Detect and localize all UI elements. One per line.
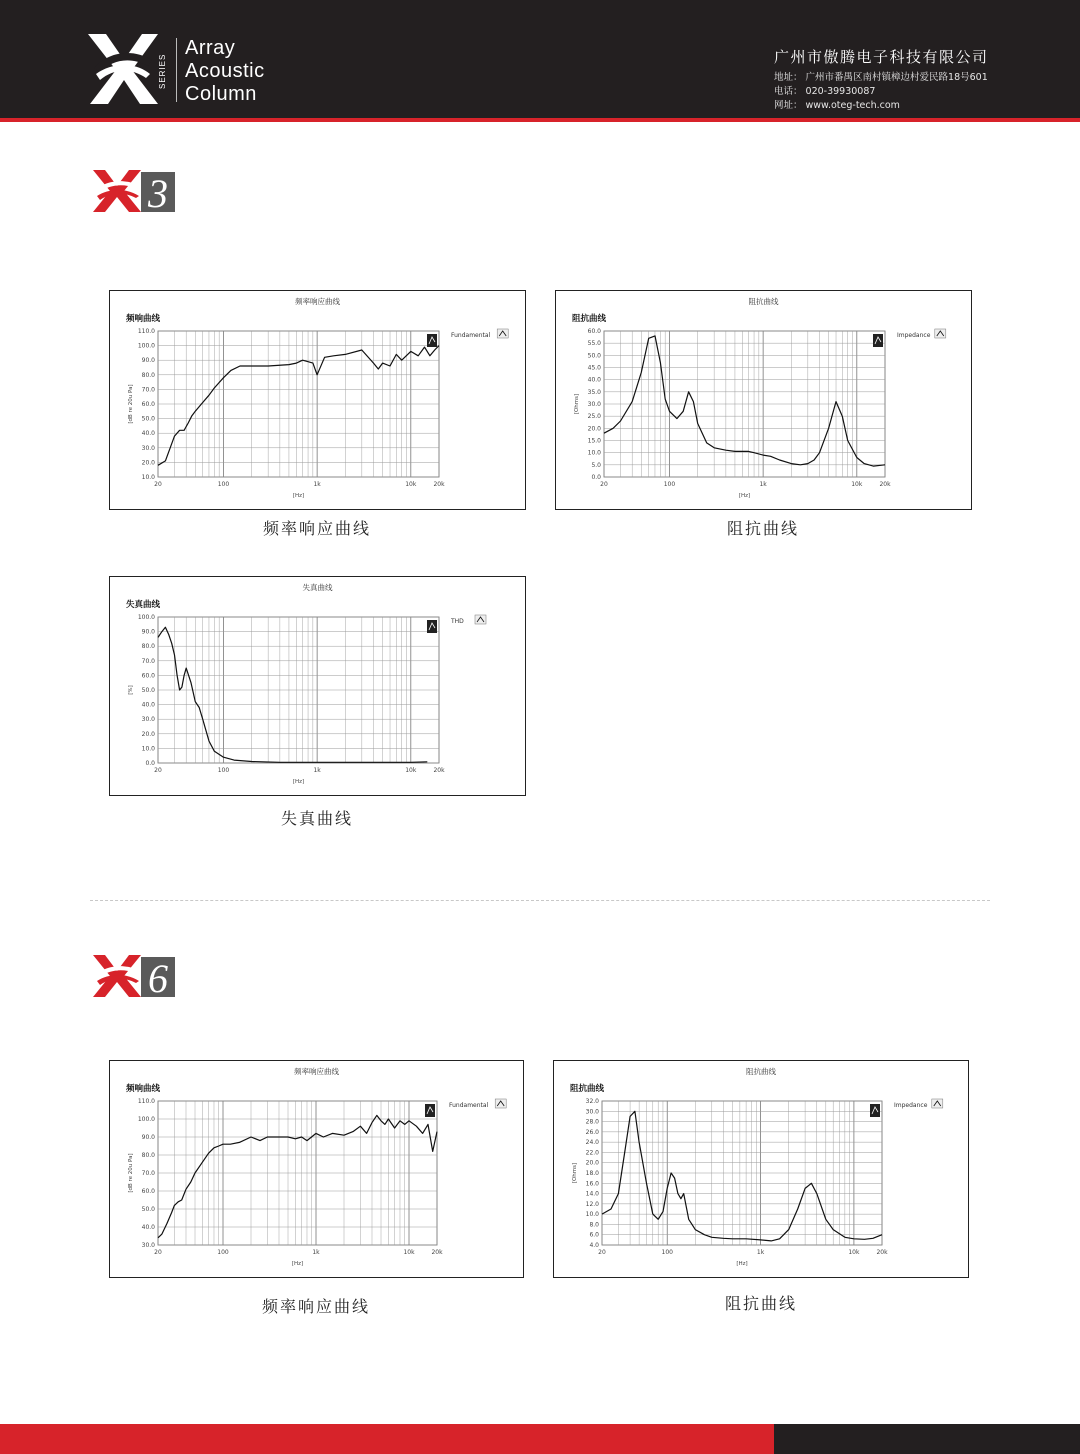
y-tick-label: 40.0 <box>587 376 601 384</box>
brand-separator <box>176 38 177 102</box>
chart-subtitle: 阻抗曲线 <box>572 314 607 324</box>
section-divider <box>90 900 990 901</box>
y-tick-label: 35.0 <box>587 388 601 396</box>
chart-title: 阻抗曲线 <box>748 297 779 306</box>
y-tick-label: 22.0 <box>585 1149 599 1157</box>
x-tick-label: 20k <box>876 1249 888 1256</box>
y-tick-label: 80.0 <box>141 1152 155 1159</box>
y-tick-label: 6.0 <box>589 1231 599 1239</box>
legend-plot-icon-bg <box>873 334 883 347</box>
x-tick-label: 20 <box>154 481 162 488</box>
model-digit-x3: 3 <box>148 171 168 212</box>
y-tick-label: 50.0 <box>141 1206 155 1213</box>
x-tick-label: 20 <box>598 1249 606 1256</box>
chart-subtitle: 频响曲线 <box>126 1084 161 1094</box>
x3-freq-response-chart <box>110 291 525 509</box>
x-tick-label: 100 <box>663 481 676 488</box>
legend-plot-icon <box>427 620 437 633</box>
y-tick-label: 30.0 <box>141 1242 155 1249</box>
legend-plot-icon <box>873 334 883 347</box>
y-tick-label: 0.0 <box>145 760 155 767</box>
y-tick-label: 30.0 <box>585 1108 599 1116</box>
brand-series-label: SERIES <box>158 53 167 89</box>
x-tick-label: 100 <box>661 1249 673 1256</box>
x6-impedance-chart <box>554 1061 968 1277</box>
legend-plot-icon-bg <box>427 334 437 347</box>
legend-label: Fundamental <box>451 332 491 339</box>
header-bar <box>0 0 1080 118</box>
y-tick-label: 40.0 <box>141 1224 155 1231</box>
chart-subtitle: 频响曲线 <box>126 314 161 324</box>
y-tick-label: 25.0 <box>587 413 601 421</box>
x-tick-label: 20 <box>154 767 162 774</box>
x-tick-label: 20k <box>433 481 445 488</box>
x3-distortion-chart <box>110 577 525 795</box>
brand-line-1: Array <box>185 37 236 59</box>
x-axis-label: [Hz] <box>738 493 751 499</box>
y-tick-label: 10.0 <box>141 474 155 481</box>
x-axis-label: [Hz] <box>292 493 305 499</box>
chart-subtitle: 阻抗曲线 <box>570 1084 605 1094</box>
y-tick-label: 8.0 <box>589 1221 599 1229</box>
y-tick-label: 110.0 <box>137 1098 155 1105</box>
x-axis-label: [Hz] <box>292 779 305 785</box>
y-tick-label: 90.0 <box>141 628 155 636</box>
company-website: 网址： www.oteg-tech.com <box>774 100 900 111</box>
y-tick-label: 0.0 <box>591 474 601 481</box>
y-axis-label: [Ohms] <box>574 393 580 415</box>
x3-freq-response-panel <box>109 290 526 510</box>
x-axis-label: [Hz] <box>291 1261 304 1267</box>
x-tick-label: 20k <box>433 767 445 774</box>
x6-impedance-panel <box>553 1060 969 1278</box>
chart-title: 频率响应曲线 <box>294 1067 339 1076</box>
chart-subtitle: 失真曲线 <box>126 600 161 610</box>
y-tick-label: 70.0 <box>141 1170 155 1177</box>
y-tick-label: 20.0 <box>141 459 155 467</box>
x-tick-label: 10k <box>405 481 417 488</box>
x-series-logo <box>88 34 160 104</box>
y-axis-label: [dB re 20u Pa] <box>128 384 134 424</box>
x-tick-label: 20 <box>600 481 608 488</box>
y-tick-label: 50.0 <box>141 687 155 694</box>
legend-label: Impedance <box>894 1102 928 1109</box>
x3-freq-caption: 频率响应曲线 <box>262 519 371 538</box>
y-tick-label: 12.0 <box>585 1200 599 1208</box>
y-tick-label: 10.0 <box>141 745 155 753</box>
x-tick-label: 10k <box>848 1249 860 1256</box>
y-tick-label: 14.0 <box>585 1190 599 1198</box>
y-tick-label: 50.0 <box>141 415 155 423</box>
y-tick-label: 15.0 <box>587 437 601 445</box>
y-tick-label: 70.0 <box>141 386 155 394</box>
y-tick-label: 80.0 <box>141 643 155 651</box>
x-tick-label: 20k <box>431 1249 443 1256</box>
header-accent-line <box>0 118 1080 122</box>
legend-label: THD <box>451 618 464 625</box>
y-tick-label: 45.0 <box>587 364 601 372</box>
model-badge-x3 <box>93 170 179 212</box>
legend-plot-icon <box>427 334 437 347</box>
y-tick-label: 16.0 <box>585 1180 599 1188</box>
x-tick-label: 1k <box>759 481 767 488</box>
y-tick-label: 60.0 <box>141 1188 155 1195</box>
y-axis-label: [dB re 20u Pa] <box>128 1153 134 1193</box>
x-tick-label: 20 <box>154 1249 162 1256</box>
x6-freq-response-chart <box>110 1061 523 1277</box>
y-tick-label: 20.0 <box>587 425 601 433</box>
y-tick-label: 55.0 <box>587 340 601 348</box>
x-tick-label: 100 <box>217 1249 229 1256</box>
x-tick-label: 1k <box>756 1249 765 1256</box>
x3-impedance-panel <box>555 290 972 510</box>
y-tick-label: 20.0 <box>141 730 155 738</box>
x-tick-label: 20k <box>879 481 891 488</box>
y-axis-label: [Ohms] <box>572 1162 578 1184</box>
y-tick-label: 100.0 <box>137 342 155 350</box>
company-name: 广州市傲腾电子科技有限公司 <box>774 48 989 66</box>
x-axis-label: [Hz] <box>736 1261 748 1267</box>
y-tick-label: 40.0 <box>141 701 155 709</box>
x-tick-label: 1k <box>312 1249 320 1256</box>
y-tick-label: 28.0 <box>585 1118 599 1126</box>
legend-label: Fundamental <box>449 1102 489 1109</box>
legend-plot-icon <box>425 1104 435 1117</box>
y-tick-label: 10.0 <box>585 1211 599 1219</box>
legend-plot-icon-bg <box>870 1104 880 1117</box>
x-tick-label: 10k <box>405 767 417 774</box>
x-tick-label: 10k <box>403 1249 415 1256</box>
y-tick-label: 18.0 <box>585 1170 599 1177</box>
footer-dark-bar <box>774 1424 1080 1454</box>
y-tick-label: 100.0 <box>137 1116 155 1123</box>
y-tick-label: 70.0 <box>141 657 155 665</box>
y-tick-label: 90.0 <box>141 1134 155 1141</box>
model-badge-x6 <box>93 955 179 997</box>
x6-impedance-caption: 阻抗曲线 <box>724 1294 797 1313</box>
x-tick-label: 1k <box>313 767 321 774</box>
y-tick-label: 50.0 <box>587 352 601 360</box>
y-axis-label: [%] <box>128 685 134 695</box>
y-tick-label: 30.0 <box>587 401 601 408</box>
y-tick-label: 90.0 <box>141 357 155 365</box>
brand-line-2: Acoustic <box>185 60 265 82</box>
x3-impedance-chart <box>556 291 971 509</box>
legend-label: Impedance <box>897 332 931 339</box>
y-tick-label: 60.0 <box>141 672 155 680</box>
company-phone: 电话： 020-39930087 <box>774 86 876 97</box>
model-digit-x6: 6 <box>148 956 168 997</box>
footer-red-bar <box>0 1424 774 1454</box>
y-tick-label: 100.0 <box>137 614 155 621</box>
x-tick-label: 1k <box>313 481 321 488</box>
x3-distortion-panel <box>109 576 526 796</box>
chart-title: 失真曲线 <box>302 583 333 592</box>
y-tick-label: 40.0 <box>141 430 155 438</box>
y-tick-label: 60.0 <box>587 328 601 335</box>
y-tick-label: 5.0 <box>591 461 601 469</box>
y-tick-label: 30.0 <box>141 716 155 724</box>
x3-impedance-caption: 阻抗曲线 <box>726 519 799 538</box>
x-tick-label: 100 <box>217 481 230 488</box>
y-tick-label: 30.0 <box>141 444 155 452</box>
x-tick-label: 100 <box>217 767 230 774</box>
x3-distortion-caption: 失真曲线 <box>280 809 353 828</box>
y-tick-label: 24.0 <box>585 1139 599 1147</box>
y-tick-label: 32.0 <box>585 1098 599 1105</box>
x-tick-label: 10k <box>851 481 863 488</box>
y-tick-label: 26.0 <box>585 1128 599 1136</box>
chart-title: 阻抗曲线 <box>746 1067 776 1076</box>
legend-plot-icon-bg <box>427 620 437 633</box>
company-address: 地址： 广州市番禺区南村镇樟边村爱民路18号601 <box>774 72 988 83</box>
x6-freq-response-panel <box>109 1060 524 1278</box>
y-tick-label: 20.0 <box>585 1159 599 1167</box>
y-tick-label: 60.0 <box>141 401 155 408</box>
chart-title: 频率响应曲线 <box>295 297 340 306</box>
y-tick-label: 4.0 <box>589 1242 599 1249</box>
x6-freq-caption: 频率响应曲线 <box>261 1297 370 1316</box>
legend-plot-icon-bg <box>425 1104 435 1117</box>
y-tick-label: 110.0 <box>137 328 155 335</box>
legend-plot-icon <box>870 1104 880 1117</box>
y-tick-label: 80.0 <box>141 371 155 379</box>
y-tick-label: 10.0 <box>587 449 601 457</box>
brand-line-3: Column <box>185 83 257 105</box>
